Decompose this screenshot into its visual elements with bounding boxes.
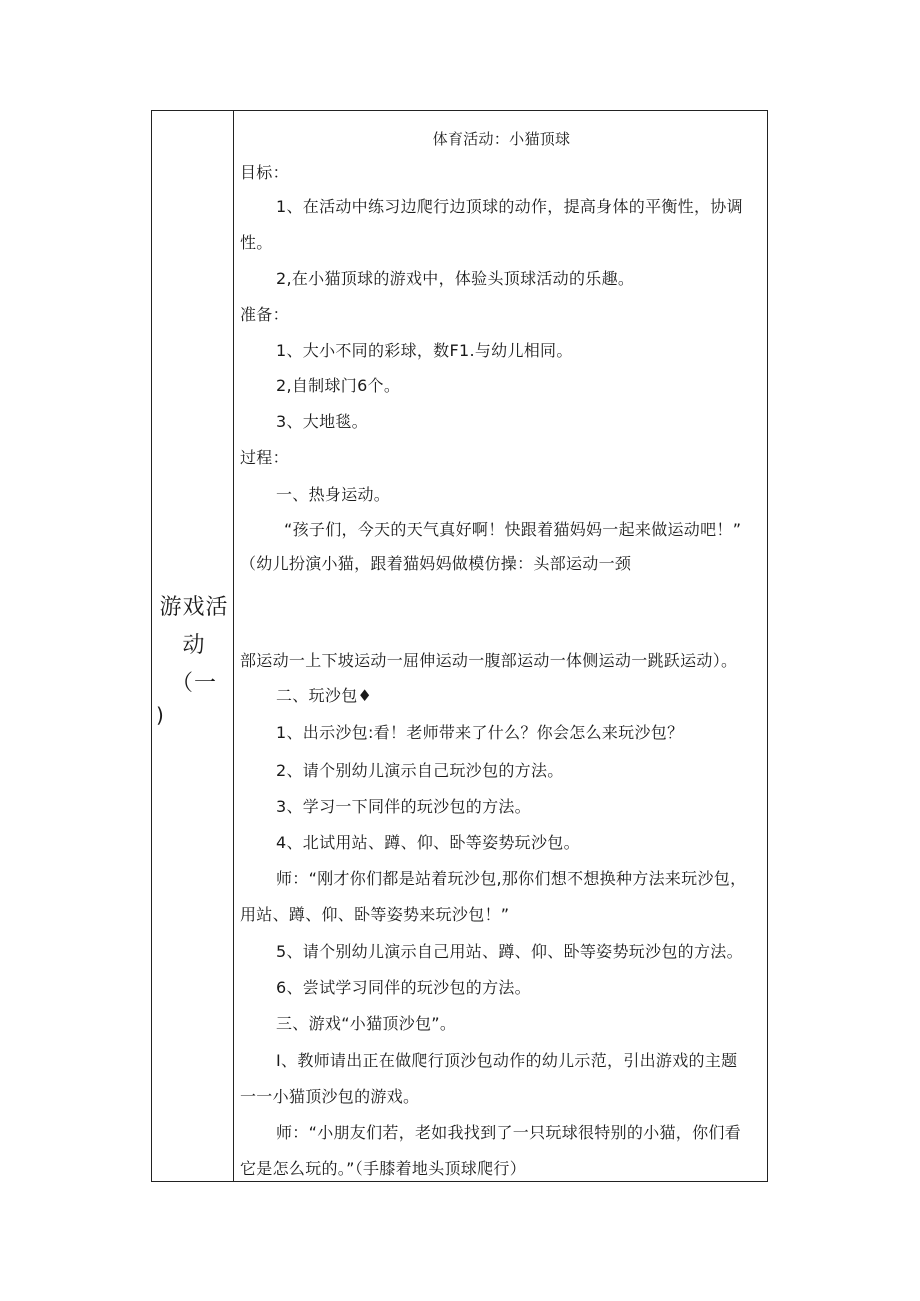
step-2-item-1: 1、出示沙包:看！老师带来了什么？你会怎么来玩沙包？ [276, 723, 684, 742]
prep-item-3: 3、大地毯。 [276, 412, 368, 431]
goal-heading: 目标： [240, 163, 289, 182]
step-2-teacher-quote: 师：“刚才你们都是站着玩沙包,那你们想不想换种方法来玩沙包， [276, 869, 747, 888]
prep-item-2: 2,自制球门6个。 [276, 376, 401, 395]
category-cell [152, 111, 234, 1181]
step-2-item-2: 2、请个别幼儿演示自己玩沙包的方法。 [276, 761, 564, 780]
step-3-item-1: I、教师请出正在做爬行顶沙包动作的幼儿示范，引出游戏的主题 [276, 1051, 738, 1070]
prep-item-1: 1、大小不同的彩球，数F1.与幼儿相同。 [276, 341, 573, 360]
activity-title: 体育活动：小猫顶球 [432, 130, 571, 148]
category-label-line-4: ) [156, 703, 165, 727]
step-3-teacher-quote-cont: 它是怎么玩的。”（手膝着地头顶球爬行） [240, 1159, 526, 1178]
step-2-teacher-quote-cont: 用站、蹲、仰、卧等姿势来玩沙包！” [240, 905, 510, 924]
step-3-heading: 三、游戏“小猫顶沙包”。 [276, 1014, 457, 1033]
prep-heading: 准备： [240, 305, 289, 324]
step-2-item-4: 4、北试用站、蹲、仰、卧等姿势玩沙包。 [276, 833, 580, 852]
step-2-item-5: 5、请个别幼儿演示自己用站、蹲、仰、卧等姿势玩沙包的方法。 [276, 942, 743, 961]
category-label-line-3: （一 [170, 671, 217, 696]
step-1-note: （幼儿扮演小猫，跟着猫妈妈做模仿操：头部运动一颈 [240, 554, 632, 573]
step-2-heading: 二、玩沙包♦ [276, 686, 373, 705]
step-1-note-cont: 部运动一上下坡运动一屈伸运动一腹部运动一体侧运动一跳跃运动）。 [240, 651, 738, 670]
step-1-quote: “孩子们，今天的天气真好啊！快跟着猫妈妈一起来做运动吧！” [284, 520, 742, 539]
step-2-item-3: 3、学习一下同伴的玩沙包的方法。 [276, 797, 531, 816]
category-label-line-1: 游戏活 [159, 595, 229, 620]
goal-item-1-cont: 性。 [240, 233, 273, 252]
category-label-line-2: 动 [182, 633, 206, 658]
step-1-heading: 一、热身运动。 [276, 485, 391, 504]
content-cell [236, 111, 767, 1181]
category-label [154, 589, 234, 727]
process-heading: 过程： [240, 448, 289, 467]
goal-item-1: 1、在活动中练习边爬行边顶球的动作，提高身体的平衡性，协调 [276, 197, 743, 216]
step-3-item-1-cont: 一一小猫顶沙包的游戏。 [240, 1087, 420, 1106]
activity-table [151, 110, 768, 1182]
step-3-teacher-quote: 师：“小朋友们若，老如我找到了一只玩球很特别的小猫，你们看 [276, 1123, 741, 1142]
step-2-item-6: 6、尝试学习同伴的玩沙包的方法。 [276, 978, 531, 997]
goal-item-2: 2,在小猫顶球的游戏中，体验头顶球活动的乐趣。 [276, 269, 635, 288]
